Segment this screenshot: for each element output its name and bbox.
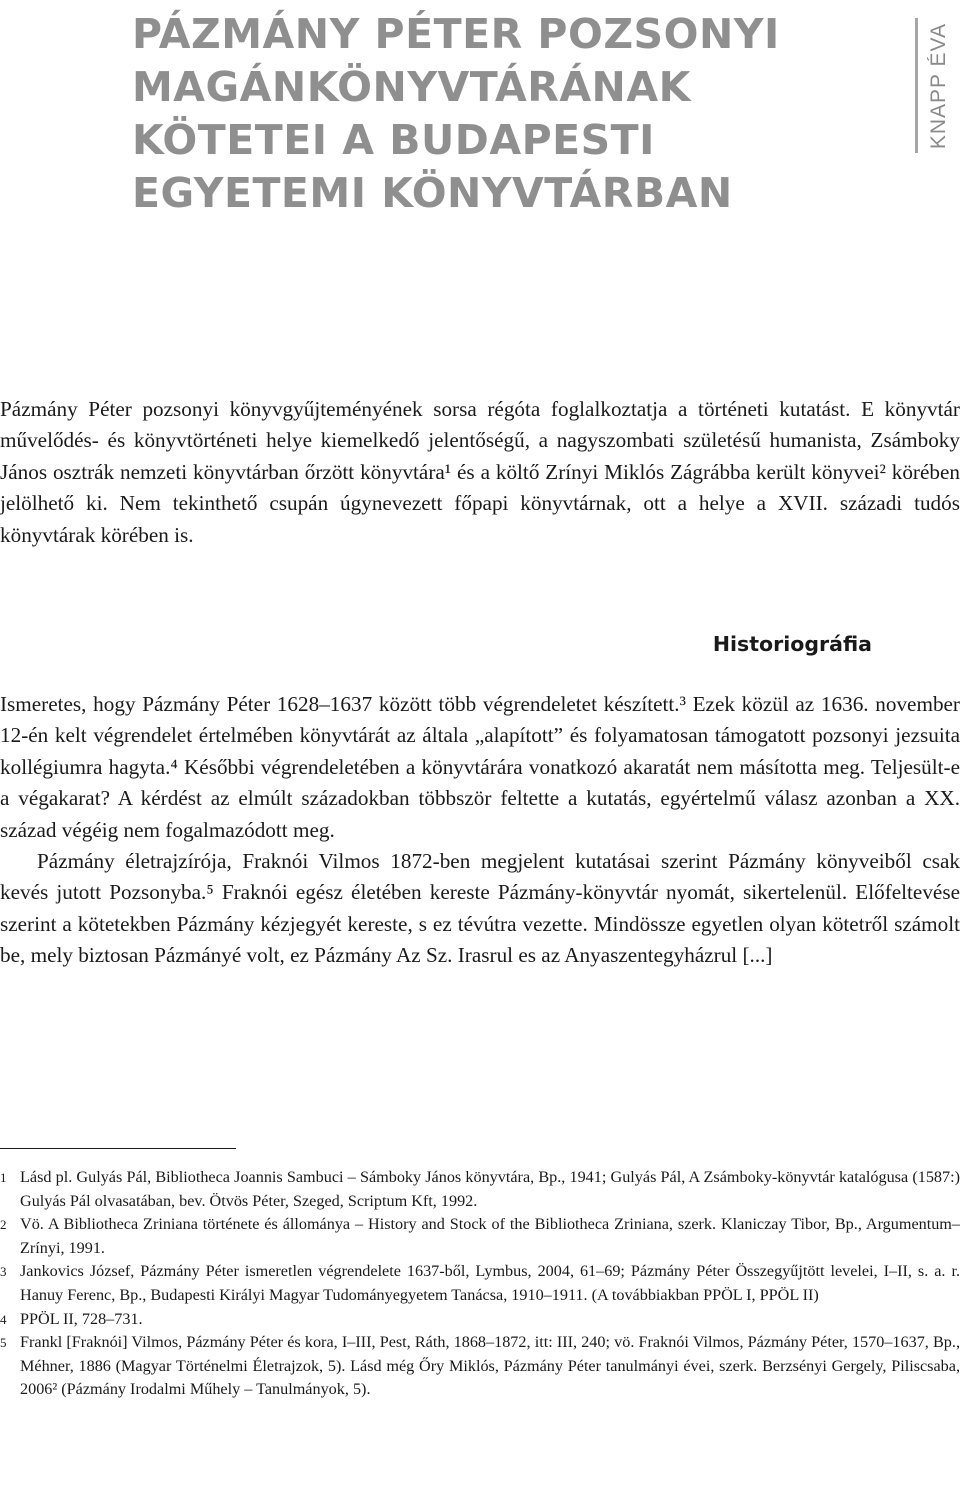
footnote xyxy=(0,1260,960,1307)
section-body xyxy=(0,689,960,972)
footnote-text: Frankl [Fraknói] Vilmos, Pázmány Péter és kora, I–III, Pest, Ráth, 1868–1872, itt: III, 240; vö. Fraknói Vilmos, Pázmány Péter, 1570–1637, Bp., Méhner, 1886 (Magyar Történelmi Életrajzok, 5). Lásd még Őry Miklós, Pázmány Péter tanulmányi évei, szerk. Berzsényi Gergely, Piliscsaba, 2006² (Pázmány Irodalmi Műhely – Tanulmányok, 5). xyxy=(20,1333,960,1399)
footnotes xyxy=(0,1166,960,1402)
author-name: KNAPP ÉVA xyxy=(927,22,950,150)
author-block xyxy=(922,20,956,152)
title-line: KÖTETEI A BUDAPESTI xyxy=(132,116,655,164)
intro-block xyxy=(0,394,960,551)
footnote-text: PPÖL II, 728–731. xyxy=(20,1309,143,1328)
footnote-number: 2 xyxy=(0,1217,7,1233)
title-divider xyxy=(915,18,918,153)
footnote-number: 3 xyxy=(0,1264,7,1280)
title-line: EGYETEMI KÖNYVTÁRBAN xyxy=(132,169,733,217)
title-line: PÁZMÁNY PÉTER POZSONYI xyxy=(132,10,780,58)
footnote xyxy=(0,1308,960,1332)
body-paragraph: Pázmány életrajzírója, Fraknói Vilmos 1872-ben megjelent kutatásai szerint Pázmány könyveiből csak kevés jutott Pozsonyba.⁵ Fraknói egész életében kereste Pázmány-könyvtár nyomát, sikertelenül. Előfeltevése szerint a kötetekben Pázmány kézjegyét kereste, s ez tévútra vezette. Mindössze egyetlen olyan kötetről számolt be, mely biztosan Pázmányé volt, ez Pázmány Az Sz. Irasrul es az Anyaszentegyházrul [...] xyxy=(0,849,960,968)
title-line: MAGÁNKÖNYVTÁRÁNAK xyxy=(132,63,691,111)
footnote-number: 1 xyxy=(0,1170,7,1185)
footnote xyxy=(0,1213,960,1260)
article-title xyxy=(132,8,780,220)
footnote xyxy=(0,1331,960,1402)
footnote-divider xyxy=(0,1148,236,1149)
footnote-number: 5 xyxy=(0,1335,7,1351)
section-heading: Historiográfia xyxy=(712,632,872,656)
footnote-number: 4 xyxy=(0,1311,7,1327)
intro-paragraph: Pázmány Péter pozsonyi könyvgyűjteményének sorsa régóta foglalkoztatja a történeti kutatást. E könyvtár művelődés- és könyvtörténeti helye kiemelkedő jelentőségű, a nagyszombati születésű humanista, Zsámboky János osztrák nemzeti könyvtárban őrzött könyvtára¹ és a költő Zrínyi Miklós Zágrábba került könyvei² körében jelölhető ki. Nem tekinthető csupán úgynevezett főpapi könyvtárnak, ott a helye a XVII. századi tudós könyvtárak körében is. xyxy=(0,397,960,547)
footnote-text: Jankovics József, Pázmány Péter ismeretlen végrendelete 1637-ből, Lymbus, 2004, 61–69; Pázmány Péter Összegyűjtött levelei, I–II, s. a. r. Hanuy Ferenc, Bp., Budapesti Királyi Magyar Tudományegyetem Tanácsa, 1910–1911. (A továbbiakban PPÖL I, PPÖL II) xyxy=(20,1262,960,1304)
body-paragraph: Ismeretes, hogy Pázmány Péter 1628–1637 között több végrendeletet készített.³ Ezek közül az 1636. november 12-én kelt végrendelet értelmében könyvtárát az általa „alapított” és folyamatosan támogatott pozsonyi jezsuita kollégiumra hagyta.⁴ Későbbi végrendeletében a könyvtárára vonatkozó akaratát nem másította meg. Teljesült-e a végakarat? A kérdést az elmúlt századokban többször feltette a kutatás, egyértelmű válasz azonban a XX. század végéig nem fogalmazódott meg. xyxy=(0,692,960,842)
footnote xyxy=(0,1166,960,1213)
footnote-text: Lásd pl. Gulyás Pál, Bibliotheca Joannis Sambuci – Sámboky János könyvtára, Bp., 1941; Gulyás Pál, A Zsámboky-könyvtár katalógusa (1587:) Gulyás Pál olvasatában, bev. Ötvös Péter, Szeged, Scriptum Kft, 1992. xyxy=(20,1168,960,1210)
footnote-text: Vö. A Bibliotheca Zriniana története és állománya – History and Stock of the Bibliotheca Zriniana, szerk. Klaniczay Tibor, Bp., Argumentum–Zrínyi, 1991. xyxy=(20,1215,960,1257)
